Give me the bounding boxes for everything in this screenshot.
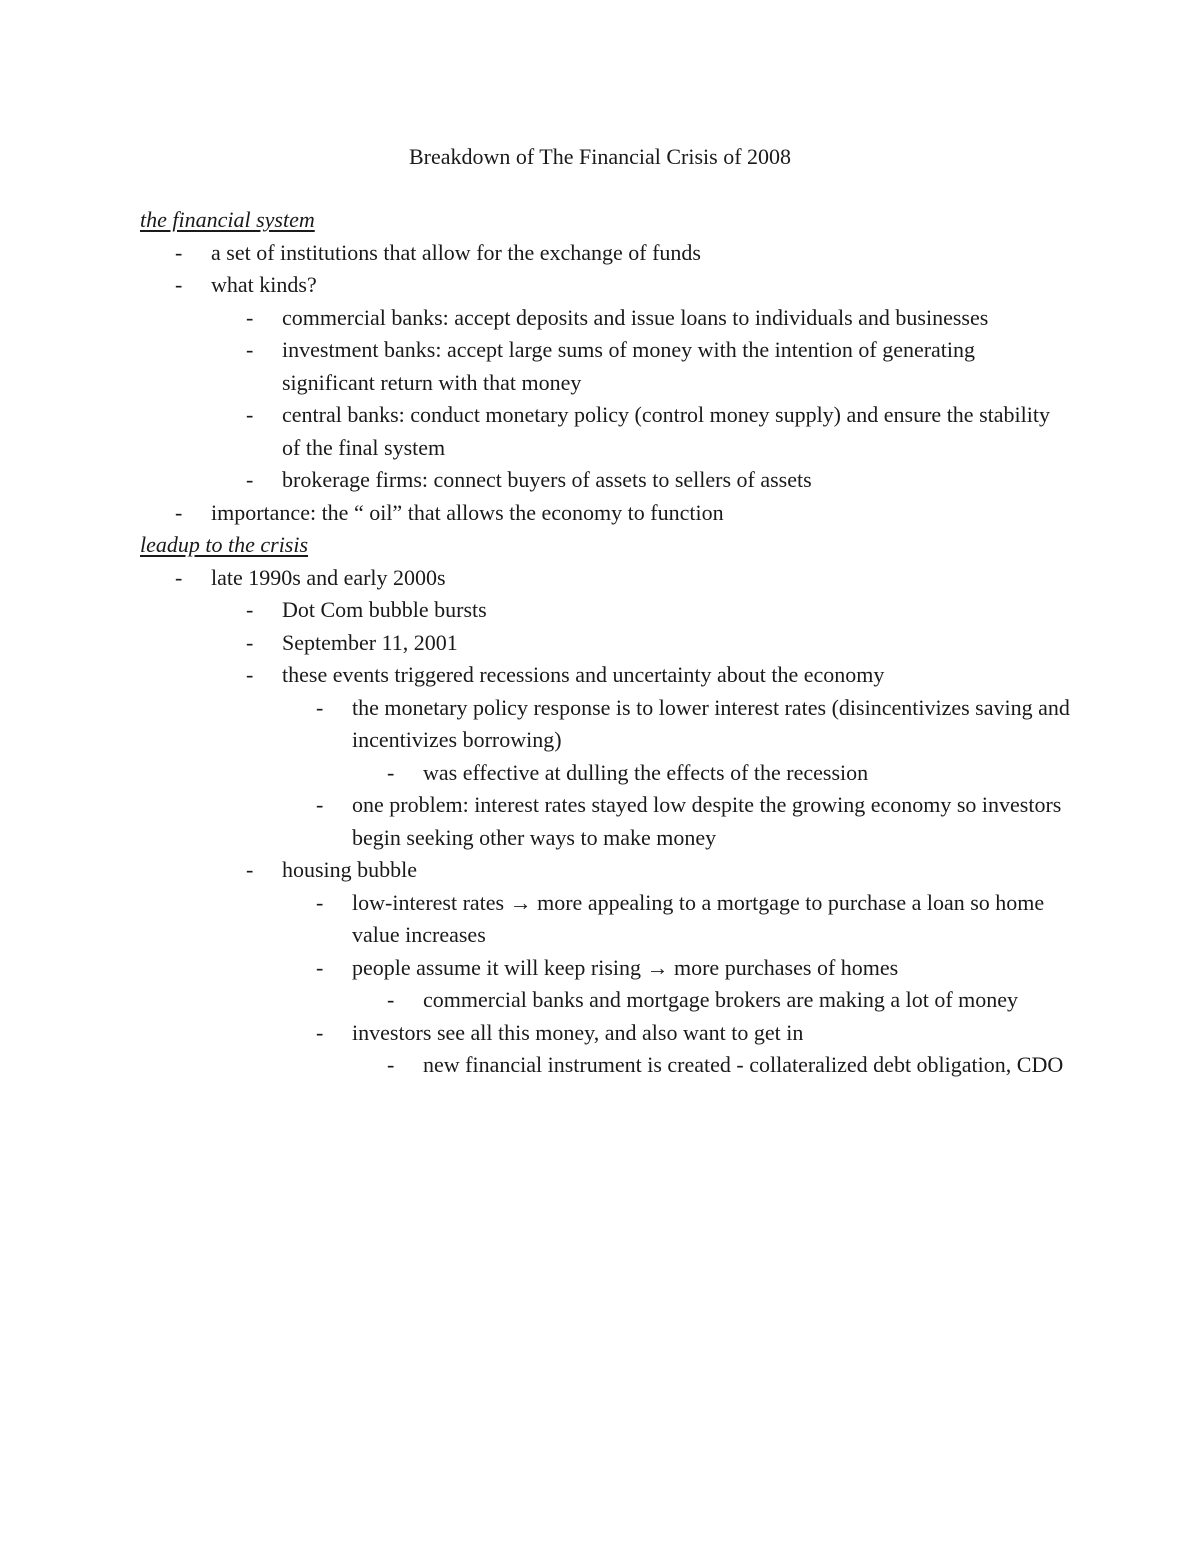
bullet-dash: -	[387, 987, 395, 1012]
list-item-text: Dot Com bubble bursts	[282, 597, 487, 622]
bullet-dash: -	[316, 792, 324, 817]
list-item-text: investment banks: accept large sums of money with the intention of generating significant return with that money	[282, 337, 976, 395]
list-item-text: September 11, 2001	[282, 629, 458, 655]
bullet-dash: -	[316, 954, 324, 980]
bullet-dash: -	[387, 759, 395, 785]
list-item-text: importance: the “ oil” that allows the economy to function	[211, 499, 724, 525]
list-item	[140, 692, 1070, 757]
document-body	[140, 204, 1070, 1082]
list-item-text: was effective at dulling the effects of the recession	[423, 759, 869, 785]
bullet-dash: -	[175, 564, 183, 590]
list-item	[140, 757, 1070, 790]
list-item-text: late 1990s and early 2000s	[211, 564, 446, 590]
bullet-dash: -	[246, 402, 254, 427]
list-item-text: central banks: conduct monetary policy (control money supply) and ensure the stability of the final system	[282, 402, 1050, 460]
bullet-dash: -	[175, 239, 183, 265]
section-heading-financial-system: the financial system	[140, 207, 315, 232]
bullet-dash: -	[246, 662, 254, 687]
bullet-dash: -	[387, 1052, 395, 1077]
list-item	[140, 497, 1070, 530]
list-item	[140, 562, 1070, 595]
list-item	[140, 594, 1070, 627]
bullet-dash: -	[316, 1019, 324, 1045]
bullet-dash: -	[316, 889, 324, 915]
list-item	[140, 302, 1070, 335]
list-item-text: commercial banks and mortgage brokers are making a lot of money	[423, 987, 1019, 1012]
bullet-dash: -	[246, 629, 254, 655]
bullet-dash: -	[246, 467, 254, 492]
list-item	[140, 984, 1070, 1017]
list-item-text: people assume it will keep rising → more purchases of homes	[352, 954, 899, 980]
bullet-dash: -	[246, 857, 254, 882]
list-item	[140, 1049, 1070, 1082]
list-item	[140, 952, 1070, 985]
list-item	[140, 269, 1070, 302]
list-item-text: low-interest rates → more appealing to a mortgage to purchase a loan so home value increases	[352, 889, 1045, 947]
list-item	[140, 464, 1070, 497]
list-item	[140, 627, 1070, 660]
list-item-text: commercial banks: accept deposits and issue loans to individuals and businesses	[282, 304, 989, 330]
list-item-text: investors see all this money, and also want to get in	[352, 1019, 804, 1045]
list-item-text: brokerage firms: connect buyers of assets to sellers of assets	[282, 467, 812, 492]
bullet-dash: -	[175, 499, 183, 525]
bullet-dash: -	[175, 272, 183, 297]
list-item-text: one problem: interest rates stayed low despite the growing economy so investors begin seeking other ways to make money	[352, 792, 1062, 850]
list-item	[140, 237, 1070, 270]
bullet-dash: -	[316, 694, 324, 720]
bullet-dash: -	[246, 337, 254, 362]
list-item	[140, 887, 1070, 952]
list-item-text: a set of institutions that allow for the exchange of funds	[211, 239, 701, 265]
list-item	[140, 854, 1070, 887]
list-item	[140, 659, 1070, 692]
list-item-text: the monetary policy response is to lower interest rates (disincentivizes saving and incentivizes borrowing)	[352, 694, 1070, 752]
list-item	[140, 334, 1070, 399]
list-item	[140, 399, 1070, 464]
list-item-text: new financial instrument is created - collateralized debt obligation, CDO	[423, 1052, 1064, 1077]
list-item-text: housing bubble	[282, 857, 418, 882]
bullet-dash: -	[246, 597, 254, 622]
list-item-text: these events triggered recessions and uncertainty about the economy	[282, 662, 885, 687]
list-item-text: what kinds?	[211, 272, 317, 297]
document-title: Breakdown of The Financial Crisis of 2008	[408, 144, 792, 169]
list-item	[140, 1017, 1070, 1050]
list-item	[140, 789, 1070, 854]
bullet-dash: -	[246, 304, 254, 330]
section-heading-leadup: leadup to the crisis	[140, 532, 309, 557]
